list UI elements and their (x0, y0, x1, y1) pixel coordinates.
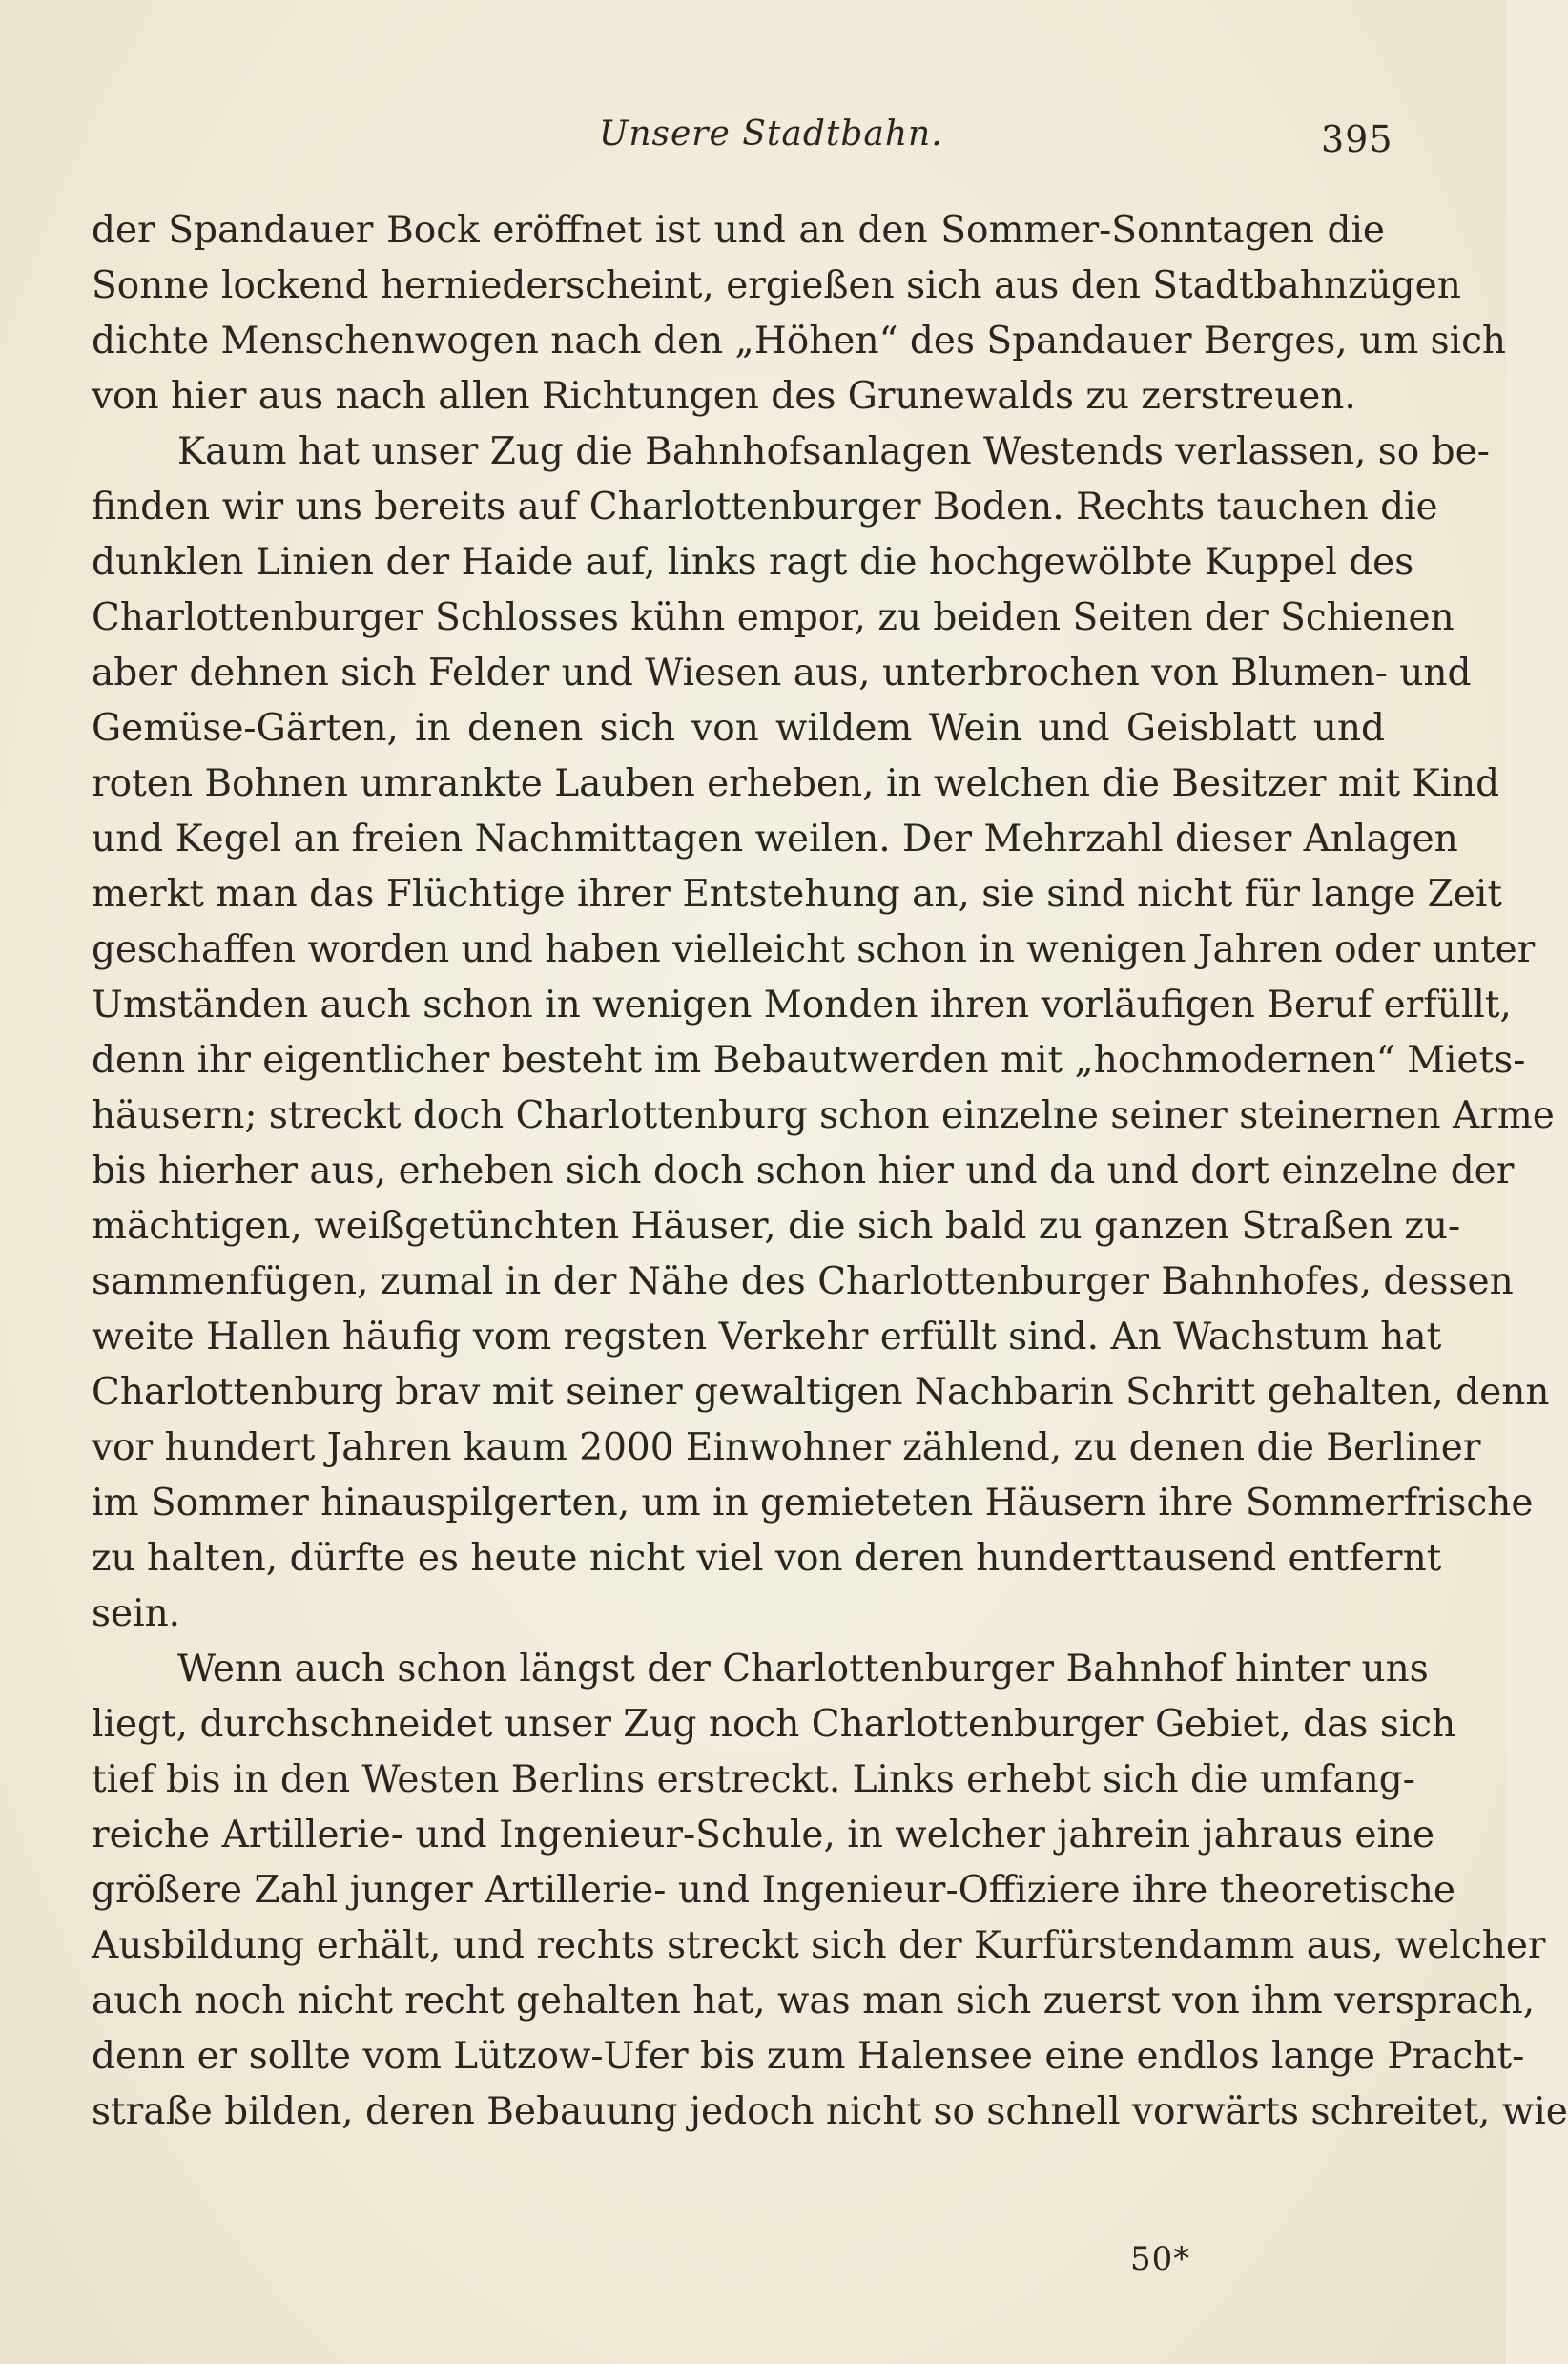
text-line: im Sommer hinauspilgerten, um in gemieteten Häusern ihre Sommerfrische (92, 1482, 1534, 1524)
text-line: dunklen Linien der Haide auf, links ragt die hochgewölbte Kuppel des (92, 541, 1414, 584)
text-line: und Kegel an freien Nachmittagen weilen. Der Mehrzahl dieser Anlagen (92, 818, 1458, 861)
text-line: merkt man das Flüchtige ihrer Entstehung an, sie sind nicht für lange Zeit (92, 873, 1502, 916)
text-line: denn ihr eigentlicher besteht im Bebautwerden mit „hochmodernen“ Miets- (92, 1039, 1526, 1082)
text-line: bis hierher aus, erheben sich doch schon hier und da und dort einzelne der (92, 1150, 1515, 1192)
text-line: Umständen auch schon in wenigen Monden ihren vorläufigen Beruf erfüllt, (92, 984, 1512, 1026)
text-line: häusern; streckt doch Charlottenburg schon einzelne seiner steinernen Arme (92, 1094, 1555, 1137)
text-line: denn er sollte vom Lützow-Ufer bis zum Halensee eine endlos lange Pracht- (92, 2035, 1525, 2078)
text-line: Charlottenburger Schlosses kühn empor, zu beiden Seiten der Schienen (92, 596, 1455, 639)
text-line: dichte Menschenwogen nach den „Höhen“ des Spandauer Berges, um sich (92, 320, 1507, 363)
text-line: Ausbildung erhält, und rechts streckt sich der Kurfürstendamm aus, welcher (92, 1924, 1546, 1967)
text-line: geschaffen worden und haben vielleicht schon in wenigen Jahren oder unter (92, 928, 1536, 971)
text-line: weite Hallen häufig vom regsten Verkehr erfüllt sind. An Wachstum hat (92, 1316, 1442, 1358)
text-line: von hier aus nach allen Richtungen des Grunewalds zu zerstreuen. (92, 375, 1356, 418)
text-line: tief bis in den Westen Berlins erstreckt. Links erhebt sich die umfang- (92, 1758, 1415, 1801)
text-line: der Spandauer Bock eröffnet ist und an den Sommer-Sonntagen die (92, 209, 1385, 252)
text-line: sein. (92, 1592, 181, 1635)
text-line: mächtigen, weißgetünchten Häuser, die sich bald zu ganzen Straßen zu- (92, 1205, 1461, 1248)
text-line: reiche Artillerie- und Ingenieur-Schule, in welcher jahrein jahraus eine (92, 1814, 1435, 1856)
text-line: liegt, durchschneidet unser Zug noch Charlottenburger Gebiet, das sich (92, 1703, 1456, 1746)
signature-mark: 50* (1130, 2240, 1191, 2278)
text-line: Sonne lockend herniederscheint, ergießen sich aus den Stadtbahnzügen (92, 264, 1461, 307)
page-number: 395 (1321, 118, 1393, 160)
text-line: zu halten, dürfte es heute nicht viel von deren hunderttausend entfernt (92, 1537, 1442, 1580)
text-line: auch noch nicht recht gehalten hat, was man sich zuerst von ihm versprach, (92, 1980, 1536, 2022)
text-line: Charlottenburg brav mit seiner gewaltigen Nachbarin Schritt gehalten, denn (92, 1371, 1550, 1414)
text-line: straße bilden, deren Bebauung jedoch nicht so schnell vorwärts schreitet, wie (92, 2090, 1568, 2133)
text-line: größere Zahl junger Artillerie- und Ingenieur-Offiziere ihre theoretische (92, 1869, 1455, 1912)
body-text (92, 203, 1568, 2140)
text-line: Kaum hat unser Zug die Bahnhofsanlagen Westends verlassen, so be- (177, 430, 1490, 473)
text-line: Wenn auch schon längst der Charlottenburger Bahnhof hinter uns (177, 1648, 1429, 1690)
text-line: Gemüse-Gärten, in denen sich von wildem Wein und Geisblatt und (92, 707, 1385, 750)
text-line: roten Bohnen umrankte Lauben erheben, in welchen die Besitzer mit Kind (92, 762, 1500, 805)
running-title: Unsere Stadtbahn. (599, 114, 943, 154)
text-line: aber dehnen sich Felder und Wiesen aus, unterbrochen von Blumen- und (92, 652, 1472, 695)
text-line: vor hundert Jahren kaum 2000 Einwohner zählend, zu denen die Berliner (92, 1426, 1481, 1469)
text-line: finden wir uns bereits auf Charlottenburger Boden. Rechts tauchen die (92, 486, 1438, 529)
text-line: sammenfügen, zumal in der Nähe des Charlottenburger Bahnhofes, dessen (92, 1260, 1514, 1303)
